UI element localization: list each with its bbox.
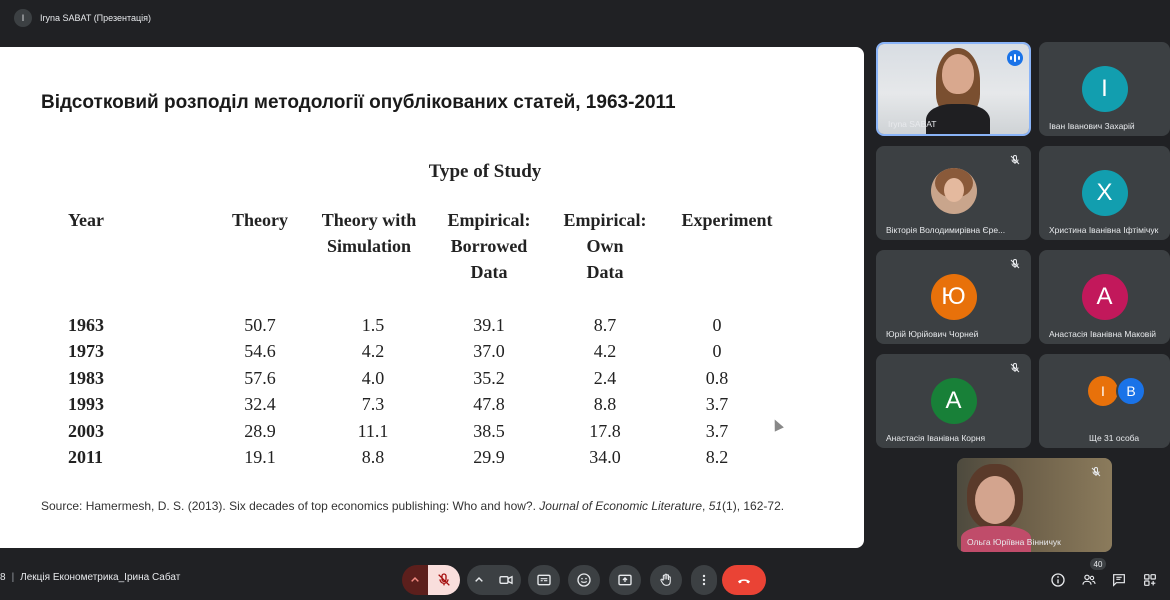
- cell-empirical-own: 4.2: [593, 341, 617, 361]
- participant-photo: [931, 168, 977, 214]
- person-face: [942, 54, 974, 94]
- presentation-slide: [0, 47, 864, 548]
- hang-up-icon: [736, 572, 752, 588]
- speaking-indicator-icon: [1007, 50, 1023, 66]
- mic-off-icon: [1009, 258, 1021, 270]
- col-header-empirical-borrowed: [435, 207, 543, 285]
- cell-year: 2003: [68, 421, 104, 441]
- participant-tile[interactable]: [876, 354, 1031, 448]
- col-header-year: Year: [68, 210, 104, 230]
- mic-off-icon: [1009, 154, 1021, 166]
- camera-toggle-button[interactable]: [491, 565, 521, 595]
- photo-face: [944, 178, 964, 202]
- table-row: [0, 444, 864, 470]
- cell-year: 1993: [68, 394, 104, 414]
- cell-experiment: 3.7: [705, 394, 729, 414]
- people-icon: [1081, 572, 1097, 588]
- participant-name: Анастасія Іванівна Маковій: [1049, 329, 1156, 339]
- captions-button[interactable]: [528, 565, 560, 595]
- participant-avatar: А: [1082, 274, 1128, 320]
- col-header-empirical-own: [550, 207, 660, 285]
- cell-theory: 50.7: [244, 315, 276, 335]
- activities-button[interactable]: [1140, 570, 1160, 590]
- video-options-button[interactable]: [467, 565, 491, 595]
- participant-tile[interactable]: [876, 250, 1031, 344]
- table-caption: Type of Study: [428, 161, 542, 182]
- cell-theory-simulation: 7.3: [361, 394, 385, 414]
- col-header-experiment: Experiment: [681, 210, 773, 230]
- col-header-theory: Theory: [232, 210, 288, 230]
- cell-experiment: 0: [712, 315, 722, 335]
- captions-icon: [536, 572, 552, 588]
- camera-icon: [498, 572, 514, 588]
- info-icon: [1050, 572, 1066, 588]
- presenter-chip[interactable]: [14, 7, 151, 29]
- presenter-bar: [0, 0, 1170, 38]
- present-screen-button[interactable]: [609, 565, 641, 595]
- participant-avatar: А: [931, 378, 977, 424]
- meeting-details-button[interactable]: [1048, 570, 1068, 590]
- self-view-tile[interactable]: [957, 458, 1112, 552]
- cell-experiment: 3.7: [705, 421, 729, 441]
- cell-empirical-borrowed: 38.5: [473, 421, 505, 441]
- presenter-label: Iryna SABAT (Презентація): [40, 13, 152, 23]
- cell-empirical-borrowed: 47.8: [473, 394, 505, 414]
- cell-experiment: 0: [712, 341, 722, 361]
- col-header-line: Theory with: [321, 210, 417, 230]
- participant-name: Анастасія Іванівна Корня: [886, 433, 986, 443]
- more-options-button[interactable]: [691, 565, 717, 595]
- cell-empirical-borrowed: 35.2: [473, 368, 505, 388]
- chat-button[interactable]: [1109, 570, 1129, 590]
- cell-theory: 19.1: [244, 447, 276, 467]
- people-button[interactable]: [1079, 570, 1099, 590]
- cell-empirical-own: 2.4: [593, 368, 617, 388]
- cell-theory: 54.6: [244, 341, 276, 361]
- participant-name: Іван Іванович Захарій: [1049, 121, 1135, 131]
- participant-count-badge: 40: [1090, 558, 1106, 570]
- meeting-info: [0, 572, 180, 583]
- cell-empirical-own: 8.7: [593, 315, 617, 335]
- chat-icon: [1111, 572, 1127, 588]
- source-journal: Journal of Economic Literature: [539, 499, 703, 513]
- cell-empirical-own: 17.8: [589, 421, 621, 441]
- cell-empirical-borrowed: 29.9: [473, 447, 505, 467]
- cell-empirical-own: 8.8: [593, 394, 617, 414]
- cell-year: 2011: [68, 447, 104, 467]
- cell-theory: 32.4: [244, 394, 276, 414]
- source-volume: 51: [708, 499, 723, 513]
- table-row: [0, 365, 864, 391]
- source-prefix: Source: Hamermesh, D. S. (2013). Six decades of top economics publishing: Who and how?.: [41, 499, 540, 513]
- separator: |: [11, 572, 15, 583]
- presenter-avatar: I: [14, 9, 32, 27]
- table-row: [0, 338, 864, 364]
- cell-theory-simulation: 1.5: [361, 315, 385, 335]
- cell-experiment: 8.2: [705, 447, 729, 467]
- participant-tile[interactable]: [876, 146, 1031, 240]
- participant-tile-iryna-sabat[interactable]: [876, 42, 1031, 136]
- emoji-icon: [576, 572, 592, 588]
- participant-tile[interactable]: [1039, 250, 1170, 344]
- reactions-button[interactable]: [568, 565, 600, 595]
- participant-avatar: І: [1088, 376, 1118, 406]
- participant-name: Вікторія Володимирівна Єре...: [886, 225, 1006, 235]
- call-controls-bar: [0, 560, 1170, 600]
- participant-tile[interactable]: [1039, 146, 1170, 240]
- cell-experiment: 0.8: [705, 368, 729, 388]
- participant-name: Ольга Юріївна Вінничук: [967, 537, 1061, 547]
- activities-icon: [1142, 572, 1158, 588]
- cell-empirical-borrowed: 39.1: [473, 315, 505, 335]
- participant-avatar: Ю: [931, 274, 977, 320]
- mic-off-icon: [1009, 362, 1021, 374]
- cell-year: 1963: [68, 315, 104, 335]
- more-participants-label: Ще 31 особа: [1089, 433, 1140, 443]
- cell-theory-simulation: 4.2: [361, 341, 385, 361]
- source-sep: ,: [702, 499, 709, 513]
- meeting-title: Лекція Економетрика_Ірина Сабат: [20, 572, 181, 583]
- participant-name: Христина Іванівна Іфтімічук: [1049, 225, 1159, 235]
- more-vert-icon: [696, 572, 712, 588]
- cell-theory: 28.9: [244, 421, 276, 441]
- chevron-up-icon: [407, 572, 423, 588]
- col-header-line: Data: [586, 262, 624, 282]
- slide-title: Відсотковий розподіл методології опублікованих статей, 1963-2011: [41, 92, 676, 113]
- cell-theory-simulation: 8.8: [361, 447, 385, 467]
- col-header-line: Borrowed: [450, 236, 528, 256]
- col-header-line: Empirical:: [563, 210, 647, 230]
- table-row: [0, 312, 864, 338]
- cell-theory-simulation: 11.1: [357, 421, 389, 441]
- participant-tile[interactable]: [1039, 42, 1170, 136]
- participant-avatar: Х: [1082, 170, 1128, 216]
- cell-theory-simulation: 4.0: [361, 368, 385, 388]
- col-header-line: Empirical:: [447, 210, 531, 230]
- mic-off-icon: [436, 572, 452, 588]
- source-citation: [41, 500, 801, 513]
- mic-off-icon: [1090, 466, 1102, 478]
- col-header-theory-simulation: [305, 207, 433, 259]
- meeting-number: 8: [0, 572, 6, 583]
- leave-call-button[interactable]: [722, 565, 766, 595]
- cell-year: 1983: [68, 368, 104, 388]
- chevron-up-icon: [471, 572, 487, 588]
- participant-avatar: І: [1082, 66, 1128, 112]
- col-header-line: Simulation: [326, 236, 412, 256]
- audio-options-button[interactable]: [402, 565, 428, 595]
- raise-hand-button[interactable]: [650, 565, 682, 595]
- source-suffix: (1), 162-72.: [722, 499, 785, 513]
- participant-name: Iryna SABAT: [888, 119, 937, 129]
- table-row: [0, 418, 864, 444]
- col-header-line: Own: [586, 236, 624, 256]
- person-face: [975, 476, 1015, 524]
- more-participants-tile[interactable]: [1039, 354, 1170, 448]
- present-icon: [617, 572, 633, 588]
- participant-name: Юрій Юрійович Чорней: [886, 329, 979, 339]
- cell-empirical-borrowed: 37.0: [473, 341, 505, 361]
- table-row: [0, 391, 864, 417]
- col-header-line: Data: [470, 262, 508, 282]
- participant-avatar: В: [1116, 376, 1146, 406]
- cell-year: 1973: [68, 341, 104, 361]
- cell-theory: 57.6: [244, 368, 276, 388]
- mic-toggle-button[interactable]: [428, 565, 460, 595]
- hand-icon: [658, 572, 674, 588]
- cell-empirical-own: 34.0: [589, 447, 621, 467]
